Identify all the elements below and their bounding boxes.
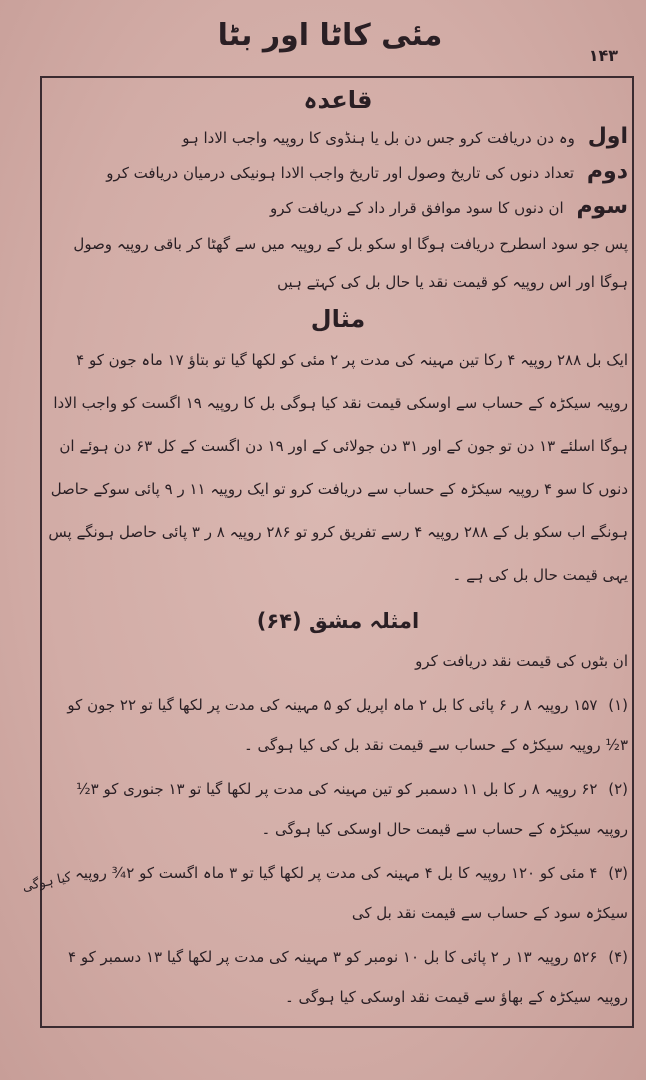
rule-item-text: ان دنوں کا سود موافق قرار داد کے دریافت کرو (270, 199, 564, 217)
example-heading: مثال (310, 305, 366, 333)
rule-paragraph: پس جو سود اسطرح دریافت ہوگا او سکو بل کے روپیہ میں سے گھٹا کر باقی روپیہ وصول ہوگا اور اس روپیہ کو قیمت نقد یا حال بل کی کہتے ہیں (73, 235, 628, 291)
question-text: ۶۲ روپیہ ۸ ر کا بل ۱۱ دسمبر کو تین مہینہ کی مدت پر لکھا گیا تو ۱۳ جنوری کو ۳½ روپیہ سیکڑہ کے حساب سے قیمت حال اوسکی کیا ہوگی ۔ (76, 780, 628, 838)
exercise-question-4 (48, 937, 628, 1017)
running-title: مئی کاٹا اور بٹا (217, 18, 443, 53)
rule-item-2 (48, 155, 628, 190)
exercise-question-1 (48, 685, 628, 765)
page-content (48, 82, 628, 1017)
rule-item-text: وہ دن دریافت کرو جس دن بل یا ہنڈوی کا روپیہ واجب الادا ہو (182, 129, 575, 147)
question-number: (۴) (608, 948, 628, 966)
exercise-heading: امثلہ مشق (۶۴) (256, 609, 420, 633)
margin-note: کیا ہوگی (21, 869, 73, 895)
page-number: ۱۴۳ (588, 46, 618, 65)
question-number: (۲) (608, 780, 628, 798)
question-number: (۳) (608, 864, 628, 882)
exercise-question-3 (48, 853, 628, 933)
rule-item-label: اول (587, 124, 628, 149)
rule-item-text: تعداد دنوں کی تاریخ وصول اور تاریخ واجب الادا ہونیکی درمیان دریافت کرو (106, 164, 575, 182)
question-number: (۱) (608, 696, 628, 714)
page-header (0, 14, 646, 74)
exercise-question-2 (48, 769, 628, 849)
rule-item-1 (48, 120, 628, 155)
rule-item-3 (48, 190, 628, 225)
question-text: ۵۲۶ روپیہ ۱۳ ر ۲ پائی کا بل ۱۰ نومبر کو ۳ مہینہ کی مدت پر لکھا گیا ۱۳ دسمبر کو ۴ روپیہ سیکڑہ کے بھاؤ سے قیمت نقد اوسکی کیا ہوگی ۔ (68, 948, 628, 1006)
question-text: ۴ مئی کو ۱۲۰ روپیہ کا بل ۴ مہینہ کی مدت پر لکھا گیا تو ۳ ماہ اگست کو ۲¾ روپیہ سیکڑہ سود کے حساب سے قیمت نقد بل کی (74, 864, 628, 922)
rule-heading: قاعدہ (303, 86, 373, 114)
question-text: ۱۵۷ روپیہ ۸ ر ۶ پائی کا بل ۲ ماہ اپریل کو ۵ مہینہ کی مدت پر لکھا گیا تو ۲۲ جون کو ۳½ روپیہ سیکڑہ کے حساب سے قیمت نقد بل کی کیا ہوگی ۔ (67, 696, 628, 754)
example-text: ایک بل ۲۸۸ روپیہ ۴ رکا تین مہینہ کی مدت پر ۲ مئی کو لکھا گیا تو بتاؤ ۱۷ ماہ جون کو ۴ روپیہ سیکڑہ کے حساب سے اوسکی قیمت نقد کیا ہوگی بل کا روپیہ ۱۹ اگست کو واجب الادا ہوگا اسلئے ۱۳ دن تو جون کے اور ۳۱ دن جولائی کے اور ۱۹ دن اگست کے کل ۶۳ دن ہوئے ان دنوں کا سو ۴ روپیہ سیکڑہ کے حساب سے دریافت کرو تو ایک روپیہ ۱۱ ر ۹ پائی سوکے حاصل ہونگے اب سکو بل کے ۲۸۸ روپیہ ۴ رسے تفریق کرو تو ۲۸۶ روپیہ ۸ ر ۳ پائی حاصل ہونگے پس یہی قیمت حال بل کی ہے ۔ (48, 351, 628, 584)
rule-item-label: سوم (576, 194, 628, 219)
rule-item-label: دوم (586, 159, 628, 184)
exercise-intro: ان بٹوں کی قیمت نقد دریافت کرو (415, 652, 628, 670)
